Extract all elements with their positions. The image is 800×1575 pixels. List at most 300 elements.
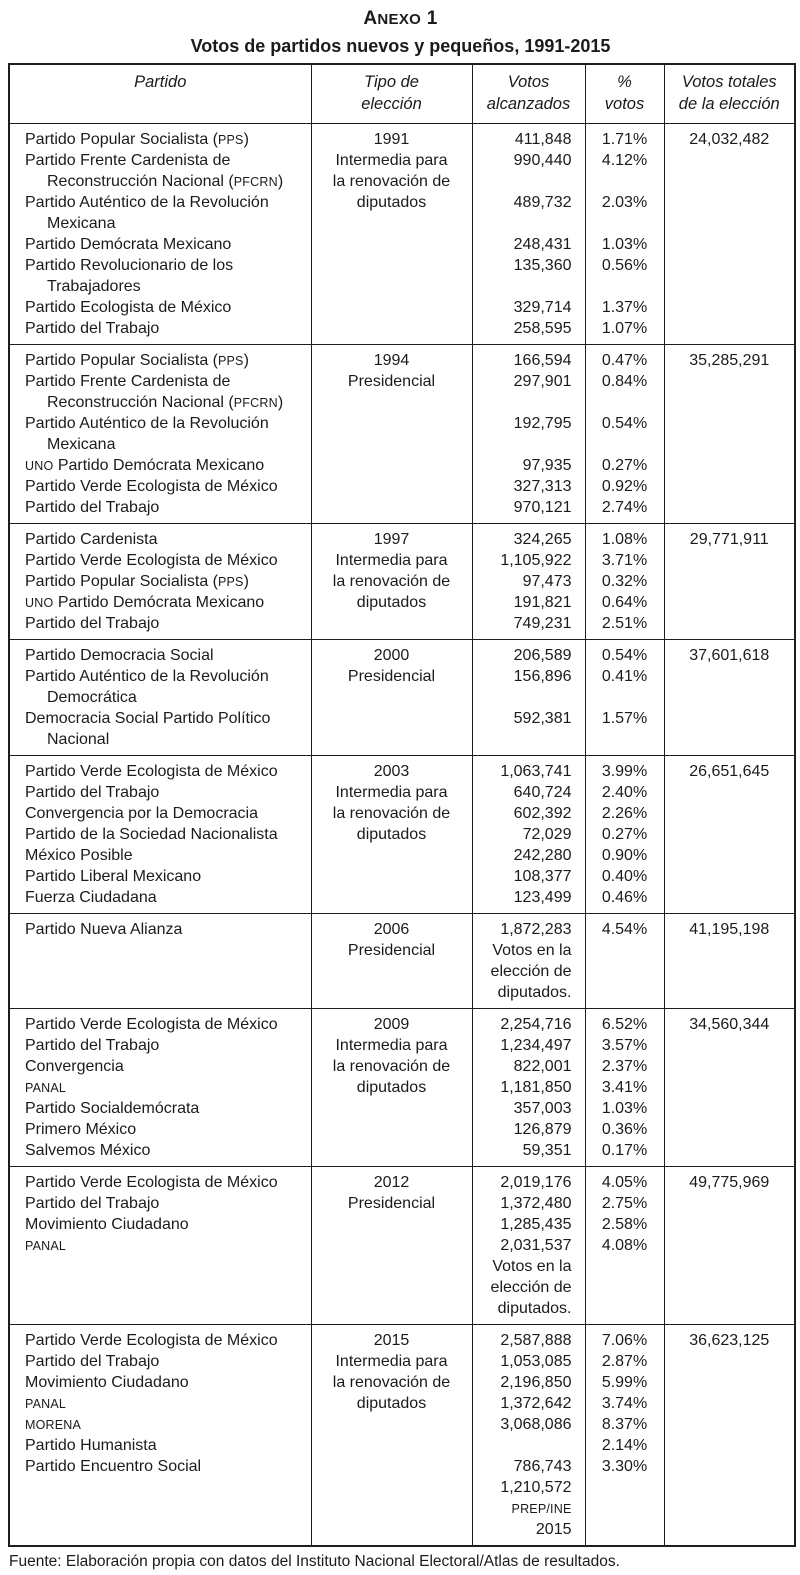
party-name xyxy=(10,961,311,982)
pct-value xyxy=(586,1277,664,1298)
title-smallcaps: NEXO xyxy=(377,11,422,28)
party-acronym: PANAL xyxy=(25,1397,67,1411)
pct-value: 1.71% xyxy=(601,131,648,148)
pct-value: 0.47% xyxy=(601,352,648,369)
tipo-value: la renovación de xyxy=(332,1374,451,1391)
party-acronym: UNO xyxy=(25,459,54,473)
tipo-cell xyxy=(311,914,472,1009)
party-name: Partido Cardenista xyxy=(25,531,158,548)
tipo-value: 2012 xyxy=(373,1174,410,1191)
votos-cell xyxy=(472,524,585,640)
total-value xyxy=(665,297,795,318)
party-name xyxy=(10,1414,311,1435)
party-name: Partido Nueva Alianza xyxy=(25,921,183,938)
pct-value xyxy=(586,1298,664,1319)
votos-value: 990,440 xyxy=(513,152,572,169)
tipo-cell xyxy=(311,756,472,914)
pct-value: 2.14% xyxy=(601,1437,648,1454)
section-row-2006 xyxy=(9,914,795,1009)
party-name: Partido Auténtico de la Revolución xyxy=(25,415,269,432)
pct-value xyxy=(586,940,664,961)
pct-value xyxy=(586,434,664,455)
tipo-value xyxy=(312,255,472,276)
total-value xyxy=(665,940,795,961)
pct-value: 4.08% xyxy=(601,1237,648,1254)
total-value xyxy=(665,213,795,234)
votos-value xyxy=(473,687,585,708)
total-value: 34,560,344 xyxy=(689,1016,770,1033)
pct-value: 4.12% xyxy=(601,152,648,169)
party-name xyxy=(10,1519,311,1540)
header-line: Tipo de xyxy=(364,73,419,91)
pct-value: 0.17% xyxy=(601,1142,648,1159)
tipo-cell xyxy=(311,1167,472,1325)
section-row-2000 xyxy=(9,640,795,756)
party-name: Partido Demócrata Mexicano xyxy=(25,236,232,253)
total-value xyxy=(665,1235,795,1256)
votos-value xyxy=(473,392,585,413)
tipo-cell xyxy=(311,640,472,756)
votos-value: 2,254,716 xyxy=(500,1016,572,1033)
total-value: 29,771,911 xyxy=(689,531,769,548)
pct-value: 2.26% xyxy=(601,805,648,822)
tipo-value: Presidencial xyxy=(347,942,436,959)
tipo-value: Presidencial xyxy=(347,373,436,390)
pct-value xyxy=(586,276,664,297)
tipo-value: Intermedia para xyxy=(335,784,448,801)
total-value xyxy=(665,497,795,518)
party-name: Partido Democracia Social xyxy=(25,647,214,664)
pct-value: 5.99% xyxy=(601,1374,648,1391)
pct-value xyxy=(586,729,664,750)
partido-cell xyxy=(9,345,311,524)
total-value xyxy=(665,1035,795,1056)
pct-value xyxy=(586,392,664,413)
total-value: 26,651,645 xyxy=(689,763,770,780)
pct-value: 3.71% xyxy=(601,552,648,569)
total-value: 36,623,125 xyxy=(689,1332,770,1349)
pct-value: 3.41% xyxy=(601,1079,648,1096)
votos-value: 2,587,888 xyxy=(500,1332,572,1349)
header-line: Partido xyxy=(134,73,187,91)
tipo-value xyxy=(312,708,472,729)
votos-value xyxy=(473,276,585,297)
pct-value xyxy=(586,1519,664,1540)
tipo-value xyxy=(312,497,472,518)
pct-value xyxy=(586,171,664,192)
party-name: Mexicana xyxy=(47,215,116,232)
party-name: Convergencia por la Democracia xyxy=(25,805,258,822)
pct-value: 6.52% xyxy=(601,1016,648,1033)
votos-value: 192,795 xyxy=(513,415,572,432)
tipo-value xyxy=(312,276,472,297)
total-value xyxy=(665,1140,795,1161)
tipo-value xyxy=(312,297,472,318)
party-name: Trabajadores xyxy=(47,278,141,295)
header-line: Votos xyxy=(507,73,550,91)
tipo-value xyxy=(312,1119,472,1140)
pct-value: 2.75% xyxy=(601,1195,648,1212)
tipo-value: Intermedia para xyxy=(335,552,448,569)
votos-value: 970,121 xyxy=(513,499,572,516)
votos-value: 297,901 xyxy=(513,373,572,390)
total-value xyxy=(665,255,795,276)
tipo-value xyxy=(312,687,472,708)
total-value xyxy=(665,318,795,339)
total-value xyxy=(665,729,795,750)
pct-value: 2.51% xyxy=(601,615,648,632)
total-value xyxy=(665,192,795,213)
votos-value: 123,499 xyxy=(513,889,572,906)
votos-value: 1,181,850 xyxy=(500,1079,572,1096)
party-name: Partido Auténtico de la Revolución xyxy=(25,194,269,211)
tipo-value xyxy=(312,1256,472,1277)
total-value xyxy=(665,961,795,982)
votos-value: 327,313 xyxy=(513,478,572,495)
party-name xyxy=(10,1077,311,1098)
votos-value: 1,872,283 xyxy=(500,921,572,938)
votos-cell xyxy=(472,1009,585,1167)
section-row-2012 xyxy=(9,1167,795,1325)
title-prefix: A xyxy=(363,8,378,29)
total-value xyxy=(665,1351,795,1372)
tipo-value: diputados xyxy=(356,826,427,843)
tipo-value xyxy=(312,476,472,497)
tipo-cell xyxy=(311,1009,472,1167)
party-acronym: PANAL xyxy=(25,1239,67,1253)
pct-value: 2.37% xyxy=(601,1058,648,1075)
tipo-value xyxy=(312,455,472,476)
tipo-value xyxy=(312,413,472,434)
party-name: Partido del Trabajo xyxy=(25,320,160,337)
pct-value: 0.32% xyxy=(601,573,648,590)
tipo-value xyxy=(312,982,472,1003)
section-row-1991 xyxy=(9,124,795,345)
total-value xyxy=(665,413,795,434)
total-value xyxy=(665,1056,795,1077)
tipo-value xyxy=(312,729,472,750)
votos-value: 324,265 xyxy=(513,531,572,548)
party-name: Partido Frente Cardenista de xyxy=(25,152,231,169)
pct-value xyxy=(586,961,664,982)
total-cell xyxy=(664,345,795,524)
tipo-value: la renovación de xyxy=(332,573,451,590)
total-value xyxy=(665,1393,795,1414)
party-name: Partido del Trabajo xyxy=(25,1353,160,1370)
votos-cell xyxy=(472,345,585,524)
total-cell xyxy=(664,914,795,1009)
tipo-value xyxy=(312,961,472,982)
pct-cell xyxy=(585,914,664,1009)
party-name: Partido Verde Ecologista de México xyxy=(25,1016,278,1033)
votos-value: 1,210,572 xyxy=(500,1479,572,1496)
tipo-value xyxy=(312,1098,472,1119)
party-name: Reconstrucción Nacional (PFCRN) xyxy=(47,394,284,411)
party-name: Partido Socialdemócrata xyxy=(25,1100,200,1117)
pct-value: 0.92% xyxy=(601,478,648,495)
pct-value: 3.30% xyxy=(601,1458,648,1475)
pct-value: 0.40% xyxy=(601,868,648,885)
total-value xyxy=(665,982,795,1003)
pct-value: 1.57% xyxy=(601,710,648,727)
total-value xyxy=(665,1298,795,1319)
total-value xyxy=(665,708,795,729)
party-name: Partido Verde Ecologista de México xyxy=(25,552,278,569)
votos-value xyxy=(473,1435,585,1456)
votos-value: 602,392 xyxy=(513,805,572,822)
pct-cell xyxy=(585,524,664,640)
tipo-value xyxy=(312,318,472,339)
total-value xyxy=(665,476,795,497)
party-name: Movimiento Ciudadano xyxy=(25,1216,189,1233)
total-value xyxy=(665,1519,795,1540)
partido-cell xyxy=(9,914,311,1009)
tipo-value: Presidencial xyxy=(347,1195,436,1212)
tipo-value: Intermedia para xyxy=(335,1037,448,1054)
votos-value: 72,029 xyxy=(522,826,572,843)
total-value xyxy=(665,434,795,455)
party-name: Partido de la Sociedad Nacionalista xyxy=(25,826,278,843)
votos-cell xyxy=(472,1325,585,1547)
total-value: 24,032,482 xyxy=(689,131,770,148)
votos-value: 1,234,497 xyxy=(500,1037,572,1054)
tipo-value xyxy=(312,1414,472,1435)
votos-value: 108,377 xyxy=(513,868,572,885)
votos-value: 489,732 xyxy=(513,194,572,211)
total-value xyxy=(665,666,795,687)
party-name xyxy=(10,1477,311,1498)
total-value xyxy=(665,803,795,824)
party-acronym: PFCRN xyxy=(233,396,278,410)
pct-value: 1.03% xyxy=(601,236,648,253)
tipo-value xyxy=(312,1235,472,1256)
partido-cell xyxy=(9,756,311,914)
header-line: de la elección xyxy=(678,95,780,113)
pct-value xyxy=(586,1498,664,1519)
votos-value: diputados. xyxy=(497,984,572,1001)
votos-value xyxy=(473,434,585,455)
tipo-value xyxy=(312,1519,472,1540)
pct-value: 8.37% xyxy=(601,1416,648,1433)
votos-value: 97,935 xyxy=(522,457,572,474)
pct-value: 0.27% xyxy=(601,826,648,843)
party-acronym: PREP/INE xyxy=(511,1502,572,1516)
votos-value: 329,714 xyxy=(513,299,572,316)
party-acronym: PPS xyxy=(217,575,244,589)
votos-value: 786,743 xyxy=(513,1458,572,1475)
votos-value: 3,068,086 xyxy=(500,1416,572,1433)
pct-value: 4.54% xyxy=(601,921,648,938)
party-name: Partido Verde Ecologista de México xyxy=(25,478,278,495)
pct-value: 2.87% xyxy=(601,1353,648,1370)
header-line: % xyxy=(617,73,632,91)
party-name: Partido Verde Ecologista de México xyxy=(25,1332,278,1349)
total-value xyxy=(665,1414,795,1435)
total-value xyxy=(665,234,795,255)
tipo-value: 2009 xyxy=(373,1016,410,1033)
section-row-2003 xyxy=(9,756,795,914)
tipo-value xyxy=(312,1298,472,1319)
votos-value: 166,594 xyxy=(513,352,572,369)
pct-value: 2.74% xyxy=(601,499,648,516)
party-acronym: PANAL xyxy=(25,1081,67,1095)
votos-value: 248,431 xyxy=(513,236,572,253)
tipo-value: 1994 xyxy=(373,352,410,369)
votos-cell xyxy=(472,640,585,756)
total-value xyxy=(665,866,795,887)
party-name: Democrática xyxy=(47,689,137,706)
tipo-value: 2000 xyxy=(373,647,410,664)
total-cell xyxy=(664,1167,795,1325)
votos-value: 2015 xyxy=(535,1521,572,1538)
tipo-value: 2003 xyxy=(373,763,410,780)
tipo-value xyxy=(312,613,472,634)
votos-value: 258,595 xyxy=(513,320,572,337)
pct-cell xyxy=(585,756,664,914)
votos-value: 1,285,435 xyxy=(500,1216,572,1233)
total-value xyxy=(665,1119,795,1140)
party-name: Salvemos México xyxy=(25,1142,151,1159)
total-value xyxy=(665,1193,795,1214)
tipo-value: la renovación de xyxy=(332,1058,451,1075)
total-cell xyxy=(664,124,795,345)
votos-cell xyxy=(472,914,585,1009)
party-name xyxy=(10,1298,311,1319)
pct-value: 2.03% xyxy=(601,194,648,211)
party-acronym: PFCRN xyxy=(233,175,278,189)
tipo-value xyxy=(312,1498,472,1519)
party-name: Partido Revolucionario de los xyxy=(25,257,234,274)
votos-value: 640,724 xyxy=(513,784,572,801)
tipo-value xyxy=(312,1435,472,1456)
pct-value xyxy=(586,1256,664,1277)
party-name: Primero México xyxy=(25,1121,137,1138)
pct-value: 0.36% xyxy=(601,1121,648,1138)
total-value xyxy=(665,1098,795,1119)
tipo-value: diputados xyxy=(356,1079,427,1096)
total-value xyxy=(665,371,795,392)
party-name: Partido Popular Socialista (PPS) xyxy=(25,131,249,148)
votos-value xyxy=(473,1498,585,1519)
total-value xyxy=(665,550,795,571)
votos-cell xyxy=(472,1167,585,1325)
partido-cell xyxy=(9,1009,311,1167)
pct-value: 4.05% xyxy=(601,1174,648,1191)
pct-value: 1.08% xyxy=(601,531,648,548)
votos-value: 242,280 xyxy=(513,847,572,864)
pct-value: 0.46% xyxy=(601,889,648,906)
tipo-value xyxy=(312,887,472,908)
header-line: votos xyxy=(604,95,645,113)
total-value xyxy=(665,1456,795,1477)
section-row-2009 xyxy=(9,1009,795,1167)
party-name: Reconstrucción Nacional (PFCRN) xyxy=(47,173,284,190)
tipo-value: diputados xyxy=(356,194,427,211)
party-name: Nacional xyxy=(47,731,110,748)
total-value xyxy=(665,392,795,413)
partido-cell xyxy=(9,640,311,756)
total-value xyxy=(665,1498,795,1519)
tipo-cell xyxy=(311,345,472,524)
party-name xyxy=(10,940,311,961)
votos-value: 2,019,176 xyxy=(500,1174,572,1191)
total-value xyxy=(665,613,795,634)
total-value xyxy=(665,1277,795,1298)
header-line: elección xyxy=(361,95,422,113)
party-name: Convergencia xyxy=(25,1058,124,1075)
pct-value: 1.03% xyxy=(601,1100,648,1117)
pct-value xyxy=(586,1477,664,1498)
total-value xyxy=(665,1256,795,1277)
party-name: Partido Auténtico de la Revolución xyxy=(25,668,269,685)
pct-value xyxy=(586,687,664,708)
party-name: UNO Partido Demócrata Mexicano xyxy=(25,457,265,474)
party-acronym: MORENA xyxy=(25,1418,82,1432)
party-name: Partido del Trabajo xyxy=(25,1037,160,1054)
votes-table xyxy=(8,63,796,1547)
tipo-value: Intermedia para xyxy=(335,1353,448,1370)
tipo-value: 2015 xyxy=(373,1332,410,1349)
pct-value: 3.57% xyxy=(601,1037,648,1054)
pct-value xyxy=(586,982,664,1003)
votos-value: Votos en la xyxy=(492,1258,572,1275)
total-cell xyxy=(664,524,795,640)
pct-value: 0.90% xyxy=(601,847,648,864)
pct-cell xyxy=(585,1009,664,1167)
total-cell xyxy=(664,1009,795,1167)
partido-cell xyxy=(9,524,311,640)
tipo-cell xyxy=(311,524,472,640)
tipo-value: Intermedia para xyxy=(335,152,448,169)
tipo-value xyxy=(312,434,472,455)
page-subtitle: Votos de partidos nuevos y pequeños, 1991-2015 xyxy=(190,36,611,56)
party-acronym: PPS xyxy=(217,133,244,147)
pct-value: 0.54% xyxy=(601,415,648,432)
party-acronym: UNO xyxy=(25,596,54,610)
votos-value: 822,001 xyxy=(513,1058,572,1075)
total-cell xyxy=(664,756,795,914)
tipo-value: la renovación de xyxy=(332,173,451,190)
header-row xyxy=(9,64,795,124)
tipo-value xyxy=(312,1477,472,1498)
total-value xyxy=(665,150,795,171)
section-row-1994 xyxy=(9,345,795,524)
tipo-value: 1997 xyxy=(373,531,410,548)
party-name xyxy=(10,1393,311,1414)
total-value xyxy=(665,1214,795,1235)
tipo-value xyxy=(312,866,472,887)
votos-value: 206,589 xyxy=(513,647,572,664)
pct-value: 0.41% xyxy=(601,668,648,685)
votos-value xyxy=(473,729,585,750)
total-value xyxy=(665,455,795,476)
total-value xyxy=(665,782,795,803)
votos-cell xyxy=(472,124,585,345)
party-name: Mexicana xyxy=(47,436,116,453)
tipo-value: diputados xyxy=(356,594,427,611)
total-cell xyxy=(664,640,795,756)
section-row-1997 xyxy=(9,524,795,640)
votos-cell xyxy=(472,756,585,914)
total-value xyxy=(665,592,795,613)
total-value: 37,601,618 xyxy=(689,647,770,664)
total-value: 41,195,198 xyxy=(689,921,770,938)
party-name xyxy=(10,1256,311,1277)
total-value xyxy=(665,171,795,192)
votos-value xyxy=(473,171,585,192)
pct-value: 0.54% xyxy=(601,647,648,664)
votos-value: 2,031,537 xyxy=(500,1237,572,1254)
